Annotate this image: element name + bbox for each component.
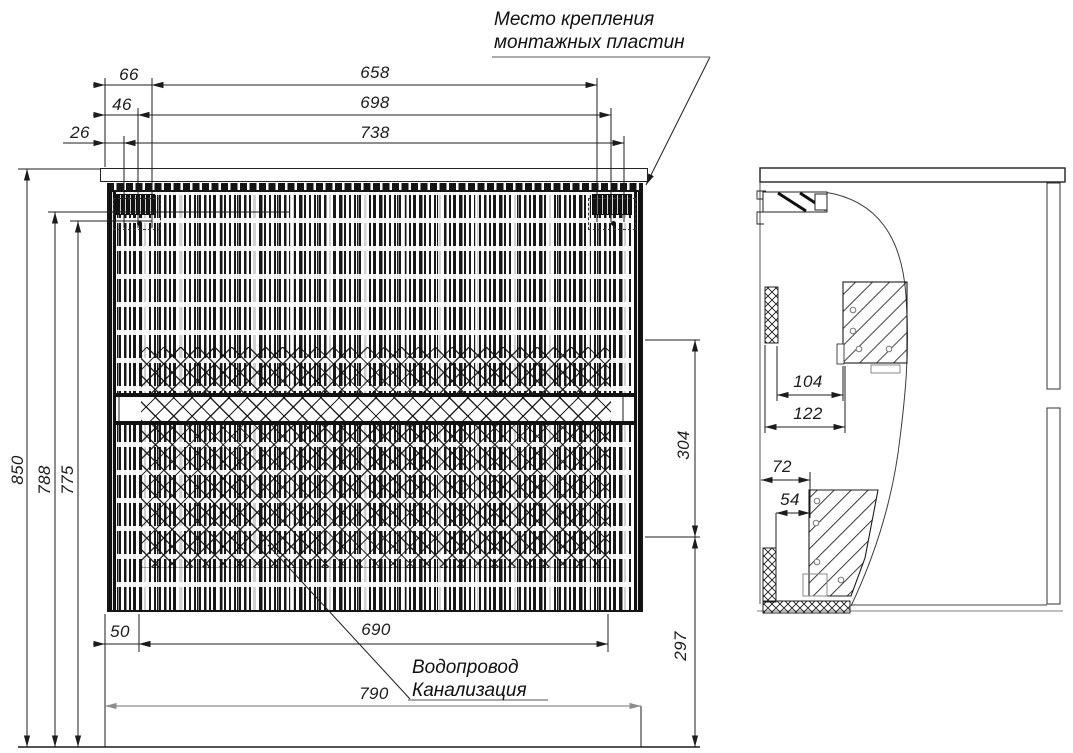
screw-dot-right xyxy=(611,221,616,226)
screw-dot-left xyxy=(137,221,142,226)
dim-72-label: 72 xyxy=(772,457,792,476)
dim-690-label: 690 xyxy=(361,620,391,639)
dim-658-label: 658 xyxy=(360,63,390,82)
dim-104-label: 104 xyxy=(793,372,823,391)
dim-304-label: 304 xyxy=(674,430,693,460)
plumbing-note xyxy=(412,656,527,702)
dim-698-label: 698 xyxy=(360,93,390,112)
side-panel-right xyxy=(634,192,641,612)
crosshatch-band-lower xyxy=(141,425,611,568)
wall-hook-detail xyxy=(757,191,766,224)
dim-50-label: 50 xyxy=(110,622,130,641)
side-panel-left xyxy=(109,192,116,612)
dim-775-label: 775 xyxy=(58,465,77,495)
dim-26-label: 26 xyxy=(70,123,90,142)
mounting-plate-side-lower xyxy=(809,490,878,596)
dim-46-label: 46 xyxy=(112,95,132,114)
plumbing-note-line2: Канализация xyxy=(412,680,527,701)
dim-788-label: 788 xyxy=(35,465,54,495)
dim-738-label: 738 xyxy=(360,123,390,142)
mounting-plates-note xyxy=(494,8,685,54)
gap-crosshatch xyxy=(141,397,611,421)
cabinet-body-front xyxy=(107,190,643,612)
mounting-plates-note-line1: Место крепления xyxy=(494,9,655,30)
wall-section-upper xyxy=(765,287,778,343)
floor-section xyxy=(763,601,850,613)
dim-790-label: 790 xyxy=(359,684,389,703)
crosshatch-band-upper xyxy=(141,347,611,393)
dim-850-label: 850 xyxy=(8,455,27,485)
front-profile-curve xyxy=(824,192,907,606)
countertop-front xyxy=(100,168,648,182)
dim-122-label: 122 xyxy=(793,404,823,423)
dim-66-label: 66 xyxy=(119,65,139,84)
wall-section-lower xyxy=(763,548,776,602)
dim-54-label: 54 xyxy=(780,490,800,509)
mounting-plates-note-line2: монтажных пластин xyxy=(494,32,685,53)
dim-297-label: 297 xyxy=(671,631,690,661)
countertop-shadow-strip xyxy=(107,183,643,190)
drawer-gap-band xyxy=(109,393,643,425)
mounting-plate-side-upper xyxy=(843,282,907,363)
plumbing-note-line1: Водопровод xyxy=(412,657,519,678)
